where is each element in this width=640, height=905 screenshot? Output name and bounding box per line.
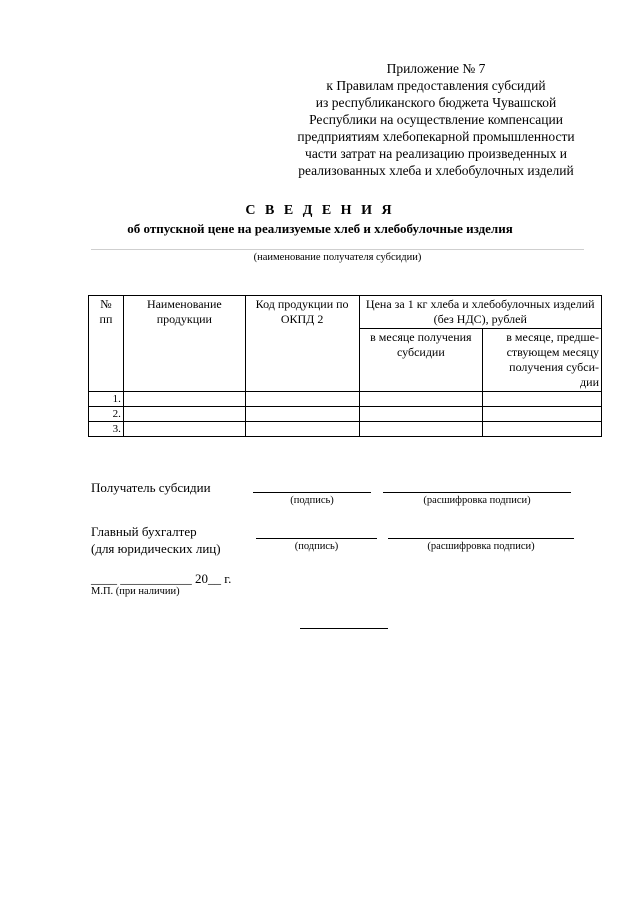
recipient-name-caption: (наименование получателя субсидии) [253, 252, 422, 263]
appendix-line: из республиканского бюджета Чувашской [315, 95, 557, 110]
stamp-caption: М.П. (при наличии) [91, 586, 180, 597]
recipient-signature-caption: (подпись) [290, 495, 334, 506]
header-price-current-text: в месяце получения субсидии [370, 330, 472, 359]
header-product-code-text: Код продукции по ОКПД 2 [255, 297, 349, 326]
date-line: ____ ___________ 20__ г. [91, 571, 232, 586]
accountant-label-note: (для юридических лиц) [91, 541, 221, 556]
recipient-decryption-caption: (расшифровка подписи) [423, 495, 531, 506]
appendix-line: к Правилам предоставления субсидий [326, 78, 546, 93]
table-cell [245, 392, 359, 407]
table-row [89, 392, 602, 407]
appendix-block [286, 60, 586, 179]
appendix-line: предприятиям хлебопекарной промышленности [297, 129, 575, 144]
recipient-name-line [91, 249, 584, 250]
table-row [89, 422, 602, 437]
appendix-line: части затрат на реализацию произведенных и [305, 146, 567, 161]
accountant-decryption-caption: (расшифровка подписи) [427, 541, 535, 552]
table-cell [483, 422, 602, 437]
appendix-line: Республики на осуществление компенсации [309, 112, 563, 127]
header-num [89, 296, 124, 392]
row-number: 3. [89, 422, 124, 437]
recipient-label: Получатель субсидии [91, 480, 211, 495]
header-price [359, 296, 602, 329]
header-price-current-month [359, 329, 483, 392]
end-separator [300, 628, 388, 629]
price-table [88, 295, 602, 437]
table-cell [245, 407, 359, 422]
header-product-code [245, 296, 359, 392]
table-cell [359, 407, 483, 422]
table-cell [123, 392, 245, 407]
recipient-signature-line [253, 492, 371, 493]
accountant-decryption-line [388, 538, 574, 539]
table-cell [123, 422, 245, 437]
row-number: 2. [89, 407, 124, 422]
recipient-decryption-line [383, 492, 571, 493]
header-price-previous-text: в месяце, предше- ствующем месяцу получения субси- дии [506, 330, 599, 389]
table-row [89, 407, 602, 422]
header-product-name-text: Наименование продукции [146, 297, 222, 326]
header-price-text: Цена за 1 кг хлеба и хлебобулочных изделий (без НДС), рублей [365, 297, 595, 326]
header-price-previous-month [483, 329, 602, 392]
table-cell [483, 392, 602, 407]
row-number: 1. [89, 392, 124, 407]
accountant-label: Главный бухгалтер [91, 524, 197, 539]
appendix-line: Приложение № 7 [386, 61, 486, 76]
appendix-line: реализованных хлеба и хлебобулочных изделий [298, 163, 574, 178]
table-cell [245, 422, 359, 437]
table-cell [483, 407, 602, 422]
document-title: С В Е Д Е Н И Я [245, 203, 395, 218]
accountant-signature-line [256, 538, 377, 539]
table-cell [359, 422, 483, 437]
table-cell [123, 407, 245, 422]
table-cell [359, 392, 483, 407]
document-subtitle: об отпускной цене на реализуемые хлеб и хлебобулочные изделия [127, 221, 513, 236]
header-num-text: № пп [99, 297, 113, 326]
accountant-signature-caption: (подпись) [294, 541, 339, 552]
header-product-name [123, 296, 245, 392]
